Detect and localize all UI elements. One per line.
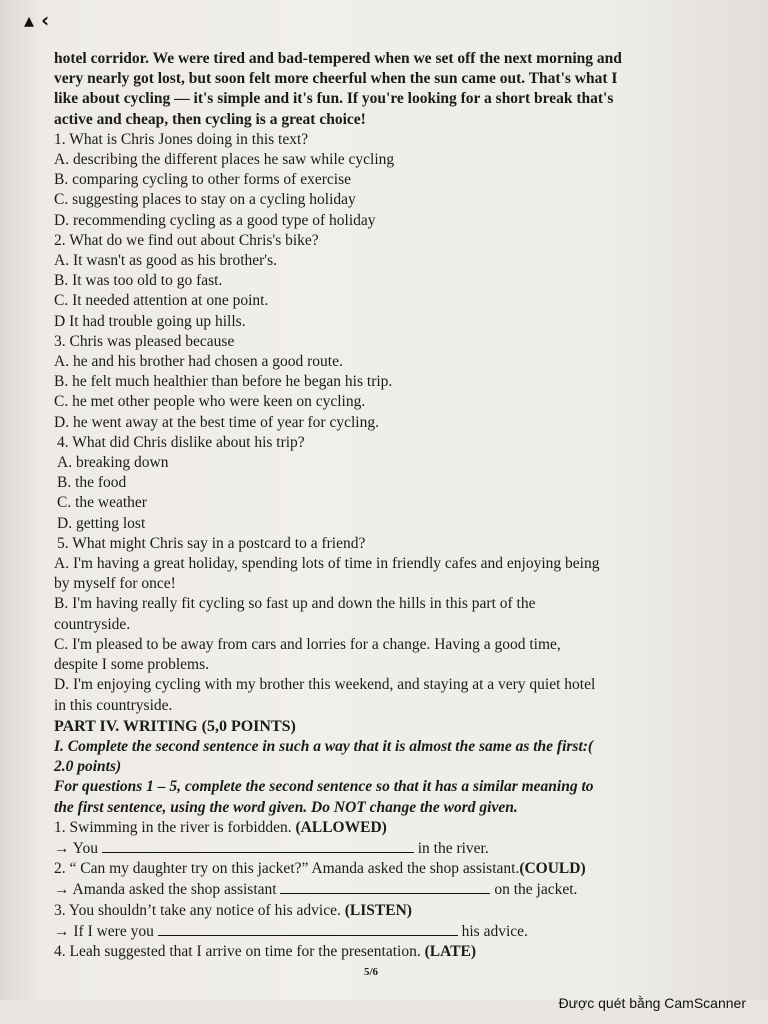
answer-option: D It had trouble going up hills.	[54, 312, 246, 330]
scanner-watermark: Được quét bằng CamScanner	[558, 995, 746, 1011]
question-text: 1. What is Chris Jones doing in this text?	[54, 130, 309, 148]
given-word: (LATE)	[424, 942, 476, 960]
question-1	[54, 130, 714, 231]
answer-option-line: C. I'm pleased to be away from cars and lorries for a change. Having a good time,	[54, 635, 561, 653]
passage-line: hotel corridor. We were tired and bad-tempered when we set off the next morning and	[54, 50, 622, 67]
answer-suffix: his advice.	[457, 922, 528, 940]
answer-line	[54, 921, 714, 942]
sentence-text: 2. “ Can my daughter try on this jacket?” Amanda asked the shop assistant.	[54, 860, 520, 878]
passage-line: like about cycling — it's simple and it's fun. If you're looking for a short break that's	[54, 90, 614, 108]
question-4	[54, 433, 714, 534]
instruction-line: I. Complete the second sentence in such a way that it is almost the same as the first:(	[54, 737, 594, 755]
writing-item-4	[54, 942, 714, 962]
answer-option: C. suggesting places to stay on a cycling holiday	[54, 191, 356, 209]
question-5	[54, 534, 714, 716]
answer-option-line: countryside.	[54, 615, 131, 633]
page-content	[54, 49, 714, 962]
answer-option-line: A. I'm having a great holiday, spending lots of time in friendly cafes and enjoying being	[54, 555, 600, 573]
question-text: 4. What did Chris dislike about his trip?	[57, 433, 305, 451]
given-word: (COULD)	[519, 860, 586, 878]
answer-blank[interactable]	[280, 879, 490, 894]
sentence-text: 3. You shouldn’t take any notice of his advice.	[54, 901, 345, 919]
answer-option: D. he went away at the best time of year for cycling.	[54, 413, 379, 431]
answer-prefix: → Amanda asked the shop assistant	[54, 881, 281, 899]
source-sentence	[54, 859, 714, 879]
answer-prefix: → You	[54, 839, 102, 857]
answer-option: B. comparing cycling to other forms of exercise	[54, 171, 351, 189]
instruction-line: For questions 1 – 5, complete the second sentence so that it has a similar meaning to	[54, 778, 594, 796]
answer-option: C. he met other people who were keen on cycling.	[54, 393, 366, 411]
answer-option-line: D. I'm enjoying cycling with my brother this weekend, and staying at a very quiet hotel	[54, 676, 596, 694]
passage-line: very nearly got lost, but soon felt more cheerful when the sun came out. That's what I	[54, 70, 618, 88]
passage-end	[54, 49, 714, 130]
answer-option: D. recommending cycling as a good type of holiday	[54, 211, 376, 229]
answer-prefix: → If I were you	[54, 922, 158, 940]
question-text: 5. What might Chris say in a postcard to a friend?	[57, 534, 366, 552]
answer-option: B. the food	[57, 474, 127, 492]
instruction-line: the first sentence, using the word given. Do NOT change the word given.	[54, 798, 518, 816]
answer-option: A. It wasn't as good as his brother's.	[54, 252, 277, 270]
answer-option: C. the weather	[57, 494, 147, 512]
page-number: 5/6	[364, 966, 379, 978]
source-sentence	[54, 901, 714, 921]
writing-item-1	[54, 818, 714, 859]
answer-option: A. breaking down	[57, 454, 169, 472]
answer-suffix: in the river.	[413, 839, 489, 857]
answer-option-line: in this countryside.	[54, 696, 173, 714]
question-text: 2. What do we find out about Chris's bike?	[54, 231, 319, 249]
given-word: (LISTEN)	[344, 901, 412, 919]
writing-item-2	[54, 859, 714, 900]
answer-suffix: on the jacket.	[490, 881, 578, 899]
sentence-text: 1. Swimming in the river is forbidden.	[54, 818, 296, 836]
passage-line: active and cheap, then cycling is a great choice!	[54, 110, 366, 128]
answer-option-line: B. I'm having really fit cycling so fast up and down the hills in this part of the	[54, 595, 536, 613]
answer-blank[interactable]	[102, 838, 414, 853]
instruction-line: 2.0 points)	[54, 758, 122, 776]
answer-blank[interactable]	[158, 921, 458, 936]
sentence-text: 4. Leah suggested that I arrive on time for the presentation.	[54, 942, 425, 960]
answer-option: B. he felt much healthier than before he began his trip.	[54, 373, 393, 391]
corner-mark: ▴ ‹	[24, 8, 50, 32]
answer-line	[54, 838, 714, 859]
answer-line	[54, 879, 714, 900]
answer-option: D. getting lost	[57, 514, 146, 532]
answer-option-line: by myself for once!	[54, 575, 176, 593]
answer-option: C. It needed attention at one point.	[54, 292, 269, 310]
question-text: 3. Chris was pleased because	[54, 332, 235, 350]
source-sentence	[54, 818, 714, 838]
answer-option-line: despite I some problems.	[54, 656, 209, 674]
question-2	[54, 231, 714, 332]
writing-item-3	[54, 901, 714, 942]
question-3	[54, 332, 714, 433]
given-word: (ALLOWED)	[295, 818, 387, 836]
section-heading: PART IV. WRITING (5,0 POINTS)	[54, 717, 296, 735]
answer-option: A. describing the different places he saw while cycling	[54, 151, 395, 169]
answer-option: A. he and his brother had chosen a good route.	[54, 353, 343, 371]
answer-option: B. It was too old to go fast.	[54, 272, 223, 290]
source-sentence	[54, 942, 714, 962]
